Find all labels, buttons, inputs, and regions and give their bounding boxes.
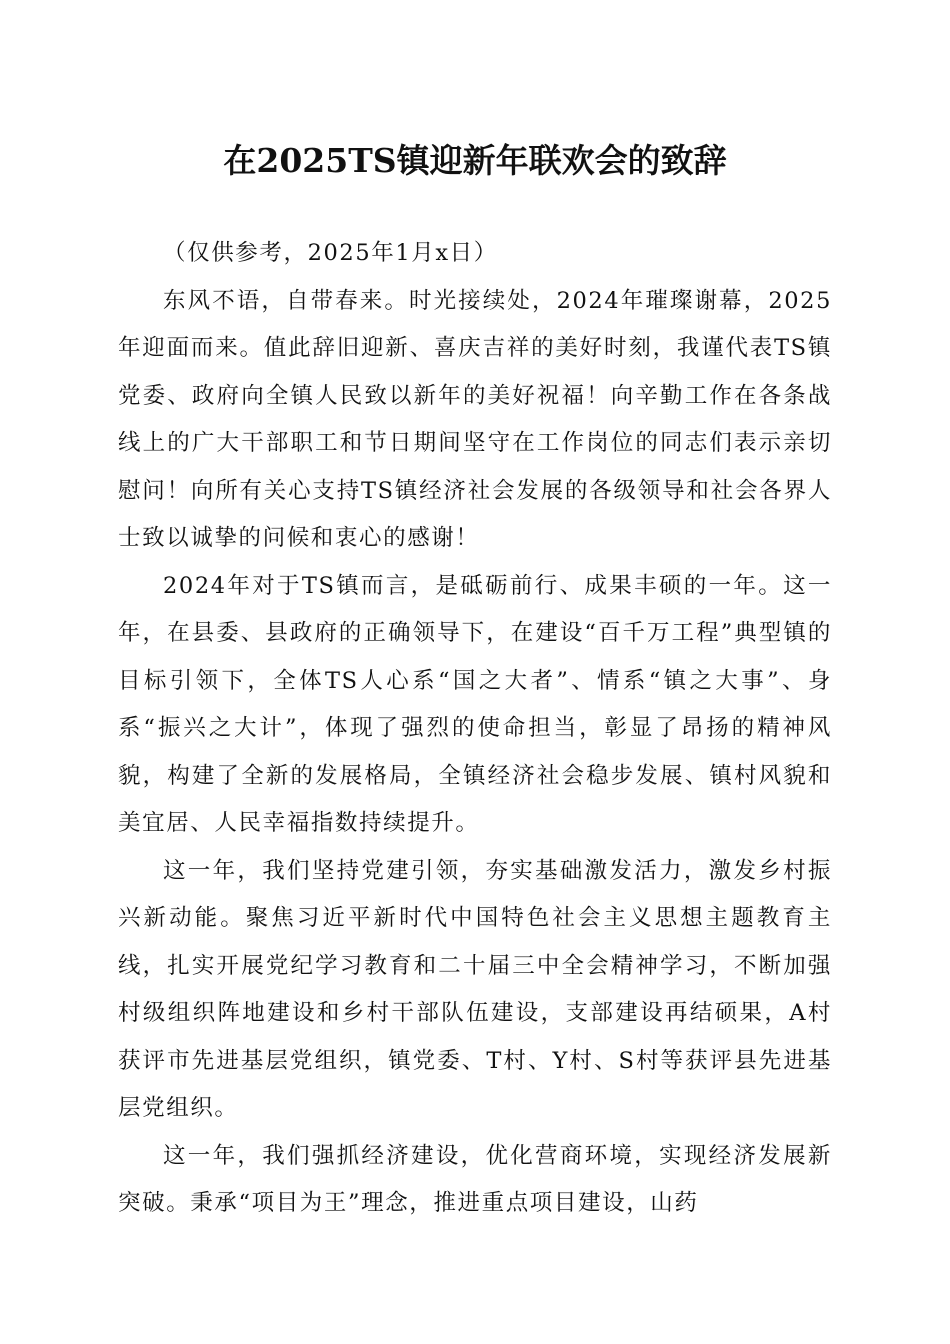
- paragraph-4: 这一年，我们强抓经济建设，优化营商环境，实现经济发展新突破。秉承“项目为王”理念，推进重点项目建设，山药: [118, 1142, 832, 1216]
- document-title: 在2025TS镇迎新年联欢会的致辞: [223, 141, 727, 180]
- paragraph-3: 这一年，我们坚持党建引领，夯实基础激发活力，激发乡村振兴新动能。聚焦习近平新时代中国特色社会主义思想主题教育主线，扎实开展党纪学习教育和二十届三中全会精神学习，不断加强村级组织阵地建设和乡村干部队伍建设，支部建设再结硕果，A村获评市先进基层党组织，镇党委、T村、Y村、S村等获评县先进基层党组织。: [118, 857, 832, 1121]
- paragraph-2: 2024年对于TS镇而言，是砥砺前行、成果丰硕的一年。这一年，在县委、县政府的正确领导下，在建设“百千万工程”典型镇的目标引领下，全体TS人心系“国之大者”、情系“镇之大事”、身系“振兴之大计”，体现了强烈的使命担当，彰显了昂扬的精神风貌，构建了全新的发展格局，全镇经济社会稳步发展、镇村风貌和美宜居、人民幸福指数持续提升。: [118, 572, 832, 836]
- document-note: （仅供参考，2025年1月x日）: [163, 240, 498, 266]
- document-body: [118, 230, 832, 1228]
- paragraph-1: 东风不语，自带春来。时光接续处，2024年璀璨谢幕，2025年迎面而来。值此辞旧迎新、喜庆吉祥的美好时刻，我谨代表TS镇党委、政府向全镇人民致以新年的美好祝福！向辛勤工作在各条战线上的广大干部职工和节日期间坚守在工作岗位的同志们表示亲切慰问！向所有关心支持TS镇经济社会发展的各级领导和社会各界人士致以诚挚的问候和衷心的感谢！: [118, 287, 832, 551]
